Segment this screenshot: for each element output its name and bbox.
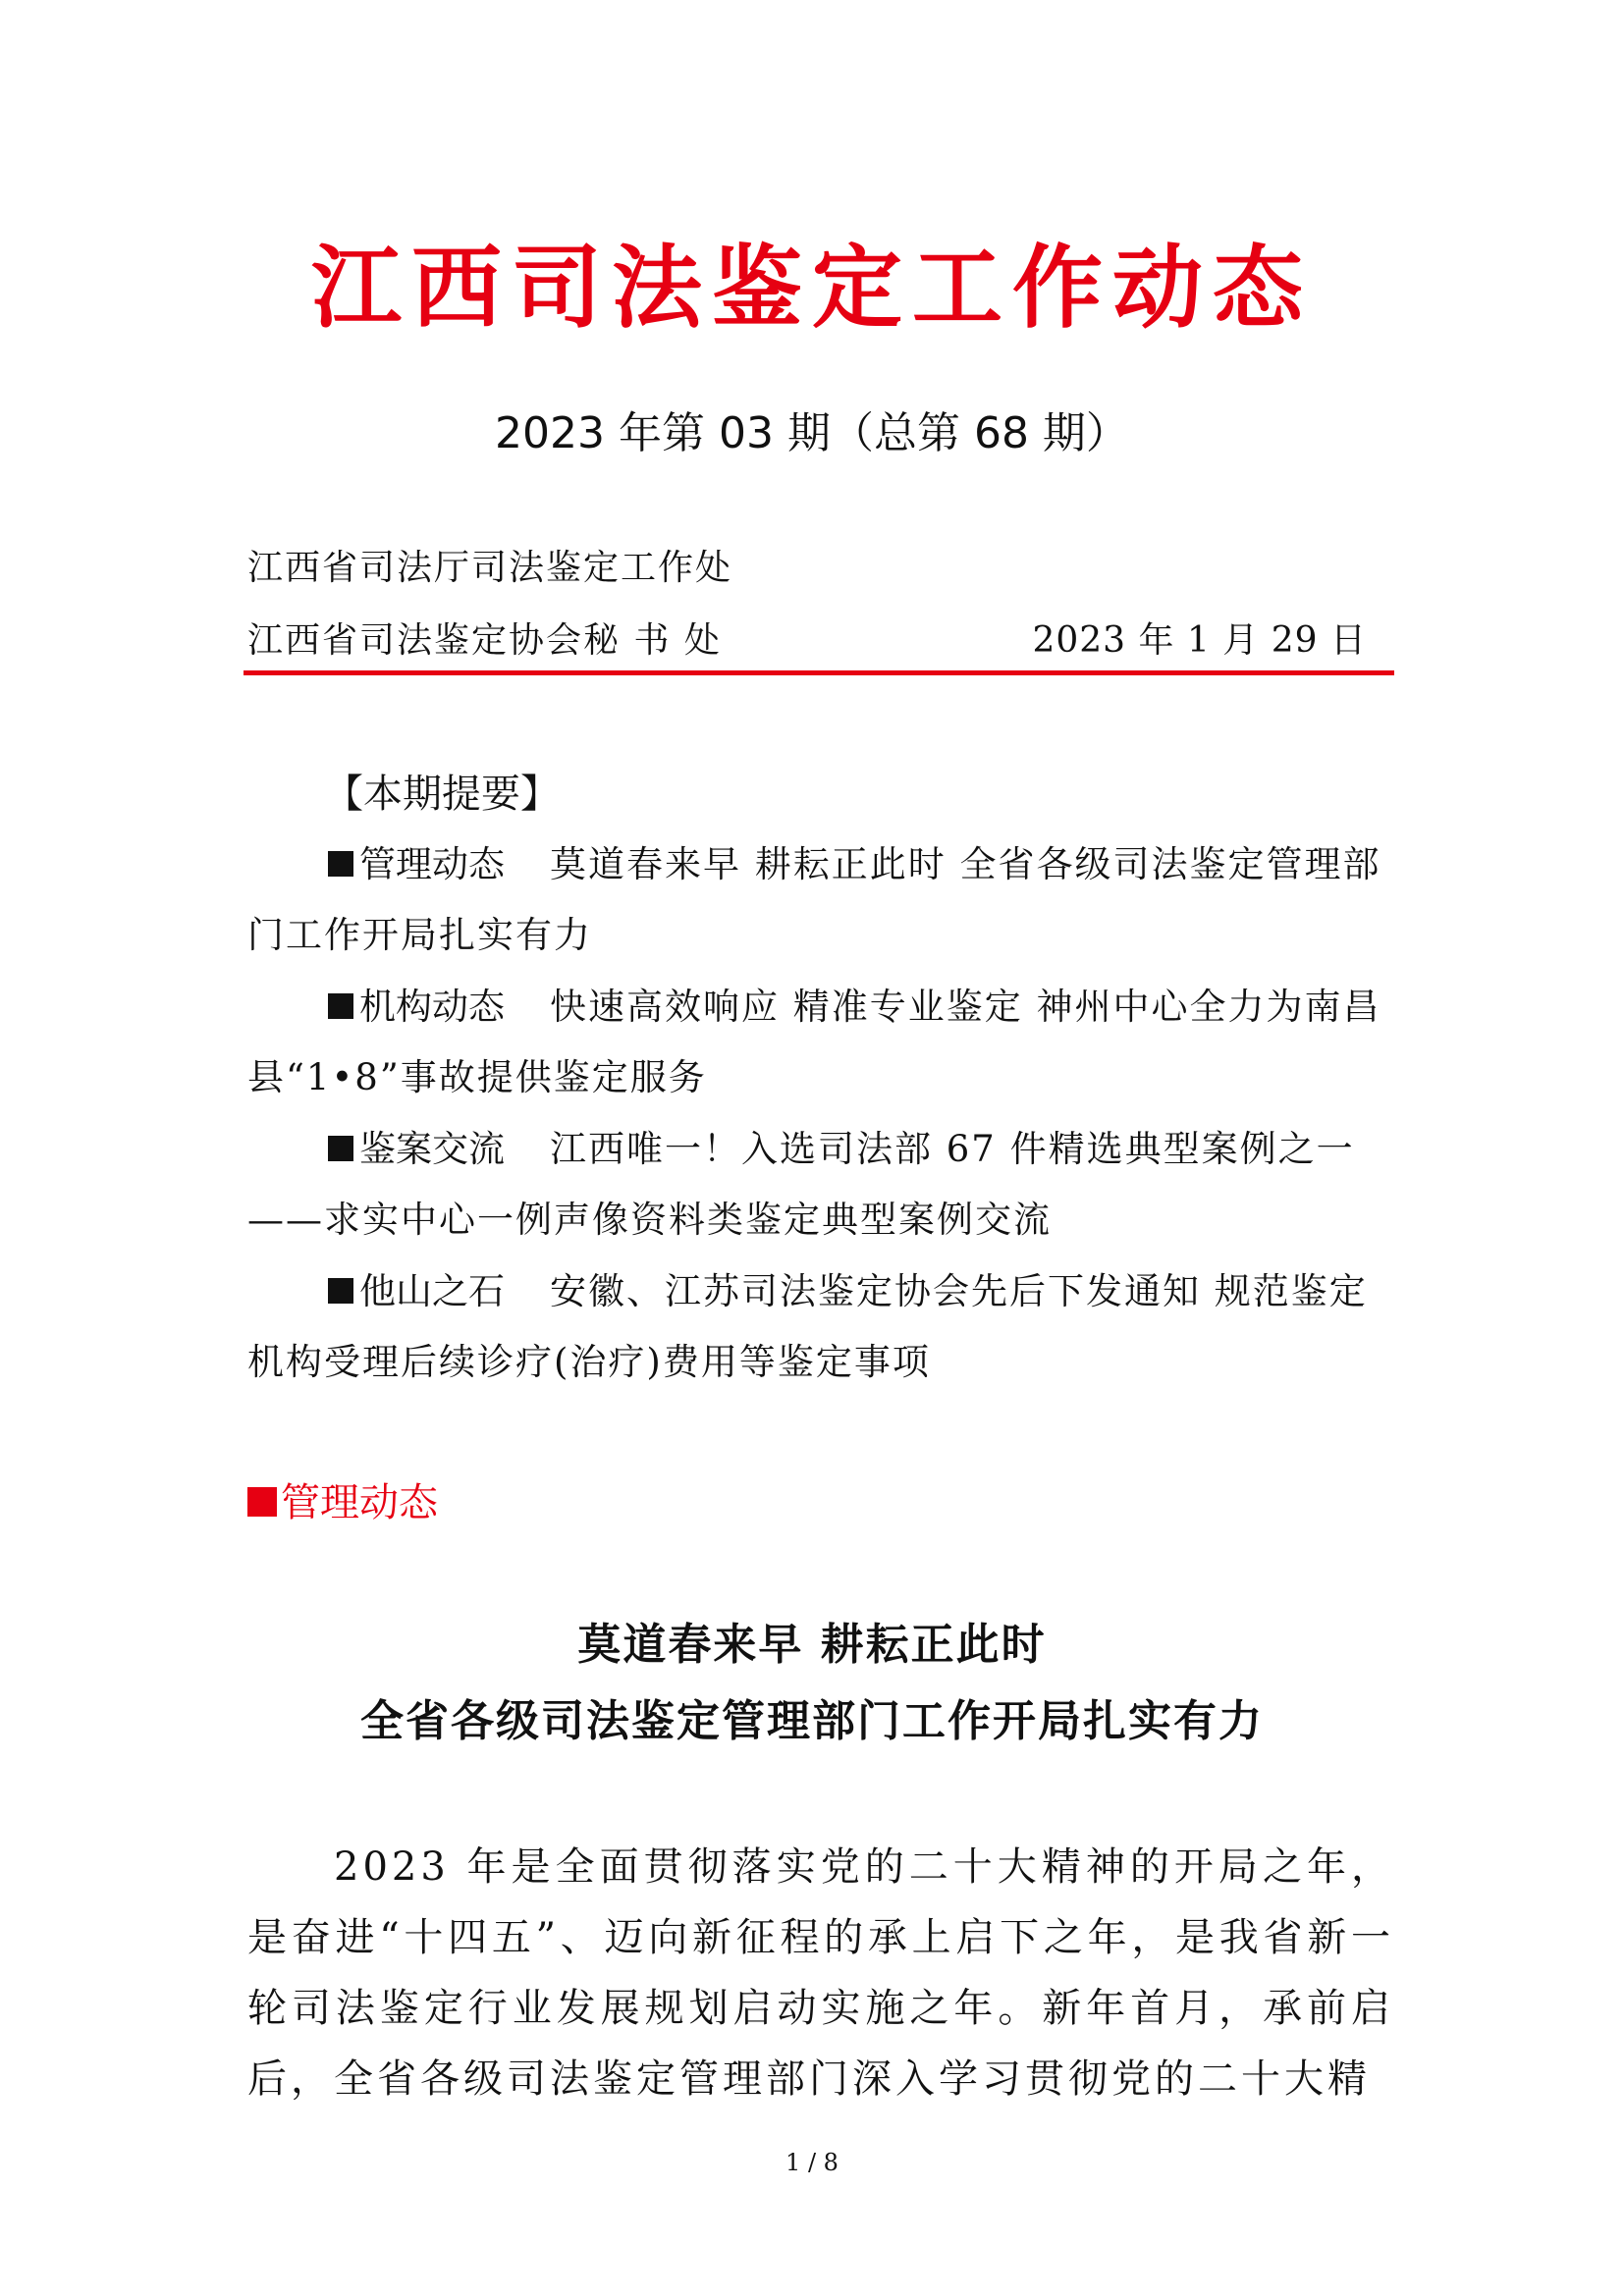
article-title-line-2: 全省各级司法鉴定管理部门工作开局扎实有力 [360,1696,1264,1746]
publisher-org-1: 江西省司法厅司法鉴定工作处 [247,548,733,588]
issue-number: 2023 年第 03 期（总第 68 期） [495,408,1129,458]
summary-heading: 【本期提要】 [324,772,560,817]
summary-item-tag: 他山之石 [359,1270,505,1312]
square-bullet-icon [328,1278,353,1304]
red-square-icon [247,1487,277,1517]
publisher-org-2: 江西省司法鉴定协会秘 书 处 [247,620,722,661]
summary-item [247,972,1396,1113]
square-bullet-icon [328,1136,353,1161]
masthead-divider [244,670,1394,675]
article-body-paragraph: 2023 年是全面贯彻落实党的二十大精神的开局之年，是奋进“十四五”、迈向新征程的承上启下之年，是我省新一轮司法鉴定行业发展规划启动实施之年。新年首月，承前启后，全省各级司法鉴定管理部门深入学习贯彻党的二十大精 [247,1844,1394,2102]
summary-item-tag: 机构动态 [359,986,505,1028]
summary-item [247,829,1396,971]
summary-item-tag: 管理动态 [359,843,505,885]
square-bullet-icon [328,993,353,1019]
summary-item-text: 快速高效响应 精准专业鉴定 神州中心全力为南昌县“1•8”事故提供鉴定服务 [247,986,1381,1098]
masthead-title: 江西司法鉴定工作动态 [310,235,1313,341]
section-heading [247,1478,438,1527]
summary-item [247,1114,1396,1255]
page-number: 1 / 8 [785,2149,839,2176]
square-bullet-icon [328,851,353,877]
summary-item-text: 莫道春来早 耕耘正此时 全省各级司法鉴定管理部门工作开局扎实有力 [247,843,1381,956]
summary-item-tag: 鉴案交流 [359,1128,505,1170]
publication-date: 2023 年 1 月 29 日 [1032,620,1367,661]
summary-item-text: 安徽、江苏司法鉴定协会先后下发通知 规范鉴定机构受理后续诊疗(治疗)费用等鉴定事项 [247,1270,1368,1383]
summary-item [247,1256,1396,1398]
section-label: 管理动态 [281,1480,438,1525]
summary-item-text: 江西唯一！入选司法部 67 件精选典型案例之一——求实中心一例声像资料类鉴定典型案例交流 [247,1128,1355,1241]
article-title-line-1: 莫道春来早 耕耘正此时 [577,1620,1047,1670]
